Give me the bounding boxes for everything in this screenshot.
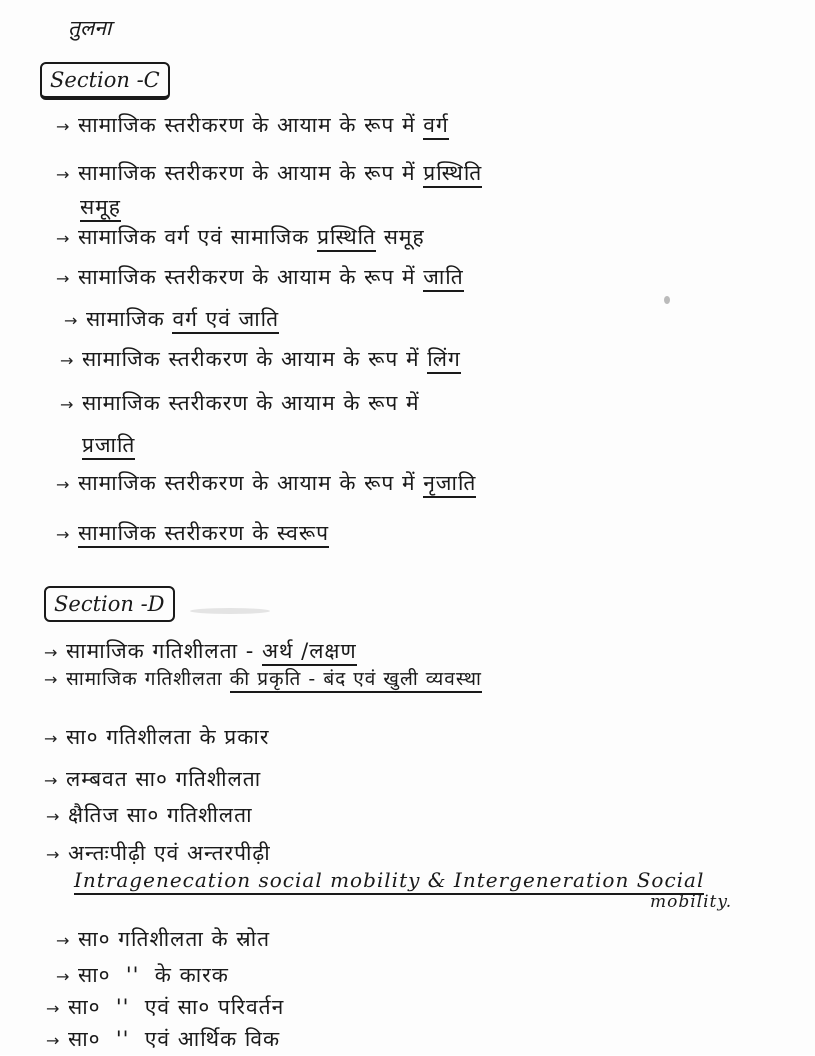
list-item: → सामाजिक स्तरीकरण के आयाम के रूप में	[60, 388, 420, 420]
list-item: → सा० गतिशीलता के स्रोत	[56, 924, 270, 956]
arrow-icon: →	[44, 729, 59, 748]
list-item: → सा० गतिशीलता के प्रकार	[44, 722, 269, 754]
arrow-icon: →	[44, 643, 59, 662]
arrow-icon: →	[56, 967, 71, 986]
list-item: → लम्बवत सा० गतिशीलता	[44, 764, 261, 796]
list-item: → सा० '' के कारक	[56, 960, 229, 992]
list-item: → सामाजिक गतिशीलता की प्रकृति - बंद एवं खुली व्यवस्था	[44, 664, 482, 695]
arrow-icon: →	[56, 475, 71, 494]
arrow-icon: →	[44, 771, 59, 790]
english-note-line-1: Intragenecation social mobility & Intergeneration Social	[74, 868, 704, 892]
list-item: → सामाजिक वर्ग एवं सामाजिक प्रस्थिति समूह	[56, 222, 425, 254]
list-item: → क्षैतिज सा० गतिशीलता	[46, 800, 253, 832]
arrow-icon: →	[60, 351, 75, 370]
list-item: → सामाजिक स्तरीकरण के आयाम के रूप में वर्ग	[56, 110, 449, 142]
arrow-icon: →	[64, 311, 79, 330]
section-c-heading: Section -C	[40, 62, 170, 100]
arrow-icon: →	[56, 525, 71, 544]
list-item: → सामाजिक वर्ग एवं जाति	[64, 304, 279, 336]
list-item-continuation: समूह	[80, 192, 121, 222]
list-item: → अन्तःपीढ़ी एवं अन्तरपीढ़ी	[46, 838, 271, 870]
arrow-icon: →	[56, 269, 71, 288]
list-item: → सामाजिक स्तरीकरण के आयाम के रूप में लिंग	[60, 344, 461, 376]
arrow-icon: →	[56, 117, 71, 136]
list-item: → सामाजिक स्तरीकरण के आयाम के रूप में नृजाति	[56, 468, 476, 500]
scan-speck	[664, 296, 670, 304]
arrow-icon: →	[46, 845, 61, 864]
arrow-icon: →	[44, 670, 59, 689]
arrow-icon: →	[46, 807, 61, 826]
list-item: → सामाजिक स्तरीकरण के आयाम के रूप में जाति	[56, 262, 464, 294]
arrow-icon: →	[46, 999, 61, 1018]
top-word-tulna: तुलना	[68, 16, 112, 40]
list-item: → सामाजिक गतिशीलता - अर्थ /लक्षण	[44, 636, 357, 668]
arrow-icon: →	[56, 931, 71, 950]
english-note-line-2: mobility.	[650, 892, 733, 912]
arrow-icon: →	[56, 165, 71, 184]
list-item: → सा० '' एवं सा० परिवर्तन	[46, 992, 284, 1024]
arrow-icon: →	[46, 1031, 61, 1050]
list-item: → सामाजिक स्तरीकरण के आयाम के रूप में प्रस्थिति	[56, 158, 482, 190]
arrow-icon: →	[56, 229, 71, 248]
list-item-continuation: प्रजाति	[82, 430, 135, 460]
scan-speck	[190, 608, 270, 614]
section-d-heading: Section -D	[44, 586, 175, 622]
list-item: → सा० '' एवं आर्थिक विक	[46, 1024, 280, 1056]
list-item: → सामाजिक स्तरीकरण के स्वरूप	[56, 518, 329, 550]
arrow-icon: →	[60, 395, 75, 414]
